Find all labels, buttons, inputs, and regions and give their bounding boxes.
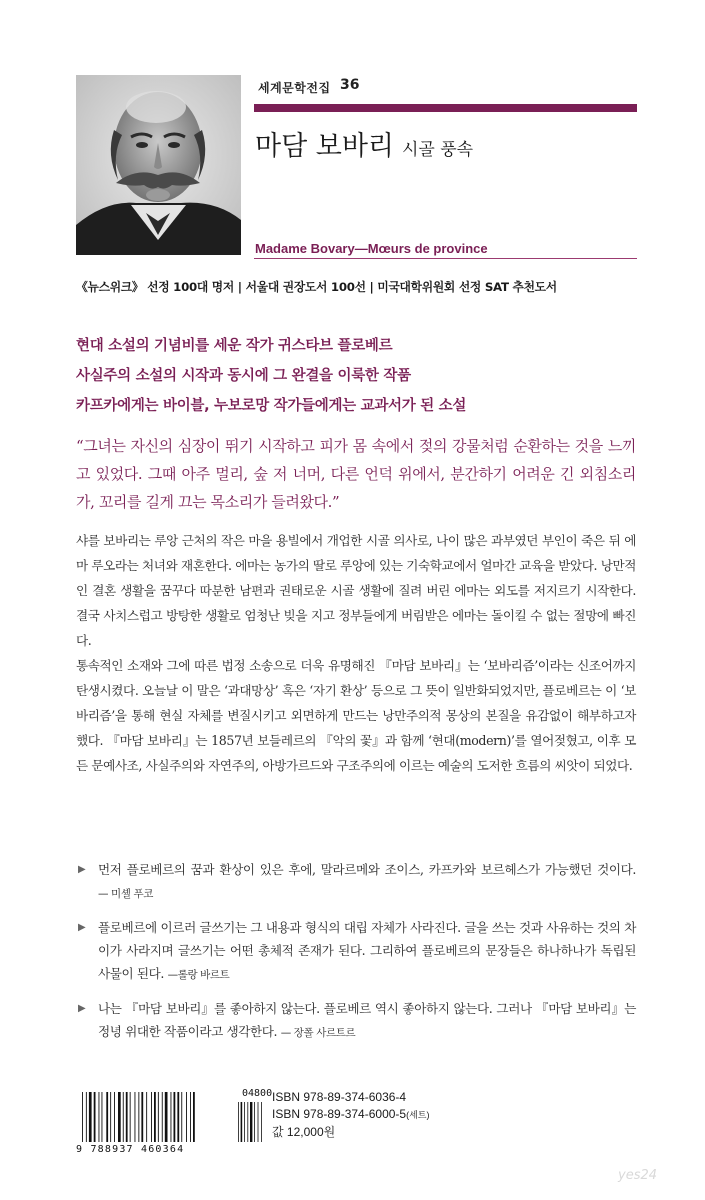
barcode-bar — [106, 1092, 108, 1142]
isbn-line: ISBN 978-89-374-6036-4 — [272, 1090, 407, 1104]
barcode-bar — [141, 1092, 143, 1142]
review-item — [76, 997, 636, 1045]
awards-line: 《뉴스위크》 선정 100대 명저 | 서울대 권장도서 100선 | 미국대학위원회 선정 SAT 추천도서 — [76, 280, 557, 294]
barcode-bar — [151, 1092, 152, 1142]
triangle-right-icon: ▶ — [78, 922, 86, 933]
watermark: yes24 — [618, 1168, 658, 1183]
barcode — [76, 1088, 273, 1156]
barcode-addon-bar — [258, 1102, 259, 1142]
review-list — [76, 858, 636, 1055]
highlight-item: 사실주의 소설의 시작과 동시에 그 완결을 이룩한 작품 — [76, 368, 411, 384]
barcode-bar — [135, 1092, 136, 1142]
barcode-bar — [190, 1092, 191, 1142]
portrait-image — [76, 75, 241, 255]
review-item — [76, 916, 636, 987]
barcode-bar — [171, 1092, 172, 1142]
author-portrait — [76, 75, 241, 255]
price: 값 12,000원 — [272, 1125, 336, 1139]
book-title-block — [255, 124, 473, 163]
triangle-right-icon: ▶ — [78, 1003, 86, 1014]
barcode-bar — [114, 1092, 115, 1142]
barcode-bar — [126, 1092, 128, 1142]
barcode-addon-bar — [261, 1102, 262, 1142]
divider — [254, 258, 637, 259]
barcode-bar — [186, 1092, 187, 1142]
review-author: — 장폴 사르트르 — [280, 1027, 356, 1039]
barcode-addon: 04800 — [242, 1088, 273, 1099]
review-author: — 미셸 푸코 — [98, 888, 153, 900]
barcode-bar — [118, 1092, 121, 1142]
barcode-bar — [138, 1092, 139, 1142]
barcode-bar — [162, 1092, 163, 1142]
barcode-addon-bar — [254, 1102, 255, 1142]
book-title: 마담 보바리 — [255, 131, 394, 162]
barcode-bar — [165, 1092, 168, 1142]
summary-paragraph: 샤를 보바리는 루앙 근처의 작은 마을 용빌에서 개업한 시골 의사로, 나이 많은 과부였던 부인이 죽은 뒤 에마 루오라는 처녀와 재혼한다. 에마는 농가의 딸로 루앙에 있는 기숙학교에서 얼마간 교육을 받았다. 낭만적인 결혼 생활을 꿈꾸다 따분한 남편과 권태로운 시골 생활에 질려 버린 에마는 외도를 저지르기 시작한다. 결국 사치스럽고 방탕한 생활로 엄청난 빚을 지고 정부들에게 버림받은 에마는 돌이킬 수 없는 절망에 빠진다. — [76, 533, 636, 648]
barcode-bar — [82, 1092, 83, 1142]
series-number: 36 — [340, 77, 360, 93]
barcode-digits: 9 788937 460364 — [76, 1144, 216, 1155]
book-quote: “그녀는 자신의 심장이 뛰기 시작하고 피가 몸 속에서 젖의 강물처럼 순환하는 것을 느끼고 있었다. 그때 아주 멀리, 숲 저 너머, 다른 언덕 위에서, 분간하기 어려운 긴 외침소리가, 꼬리를 길게 끄는 목소리가 들려왔다.” — [76, 437, 636, 511]
review-text: 나는 『마담 보바리』를 좋아하지 않는다. 플로베르 역시 좋아하지 않는다. 그러나 『마담 보바리』는 정녕 위대한 작품이라고 생각한다. — [98, 1001, 636, 1039]
triangle-right-icon: ▶ — [78, 864, 86, 875]
book-summary — [76, 528, 636, 778]
barcode-addon-bar — [250, 1102, 252, 1142]
summary-paragraph: 통속적인 소재와 그에 따른 법정 소송으로 더욱 유명해진 『마담 보바리』는 ‘보바리즘’이라는 신조어까지 탄생시켰다. 오늘날 이 말은 ‘과대망상’ 혹은 ‘자기 환상’ 등으로 그 뜻이 일반화되었지만, 플로베르는 이 ‘보바리즘’을 통해 현실 자체를 변질시키고 외면하게 만드는 낭만주의적 몽상의 본질을 유감없이 해부하고자 했다. 『마담 보바리』는 1857년 보들레르의 『악의 꽃』과 함께 ‘현대(modern)’를 열어젖혔고, 이후 모든 문예사조, 사실주의와 자연주의, 아방가르드와 구조주의에 이르는 예술의 도저한 흐름의 씨앗이 되었다. — [76, 658, 636, 773]
isbn-set-line — [272, 1106, 429, 1124]
highlight-item: 현대 소설의 기념비를 세운 작가 귀스타브 플로베르 — [76, 338, 393, 354]
book-subtitle: 시골 풍속 — [402, 140, 474, 160]
barcode-addon-bar — [238, 1102, 239, 1142]
barcode-bar — [154, 1092, 156, 1142]
review-author: —롤랑 바르트 — [167, 969, 230, 981]
review-item — [76, 858, 636, 906]
barcode-bar — [99, 1092, 100, 1142]
barcode-bar — [174, 1092, 176, 1142]
highlight-list — [76, 331, 466, 421]
barcode-bar — [102, 1092, 103, 1142]
barcode-addon-bar — [244, 1102, 245, 1142]
barcode-addon-bar — [247, 1102, 248, 1142]
barcode-bar — [177, 1092, 179, 1142]
barcode-addon-bar — [241, 1102, 243, 1142]
barcode-bar — [94, 1092, 96, 1142]
isbn-block — [272, 1089, 429, 1141]
isbn-line: ISBN 978-89-374-6000-5 — [272, 1107, 407, 1121]
isbn-set-label: (세트) — [406, 1110, 430, 1120]
barcode-bar — [123, 1092, 124, 1142]
accent-bar — [254, 104, 637, 112]
series-name: 세계문학전집 — [258, 81, 331, 95]
barcode-bar — [146, 1092, 147, 1142]
barcode-bar — [89, 1092, 92, 1142]
barcode-bar — [86, 1092, 87, 1142]
original-title: Madame Bovary—Mœurs de province — [255, 241, 488, 256]
barcode-bar — [130, 1092, 131, 1142]
highlight-item: 카프카에게는 바이블, 누보로망 작가들에게는 교과서가 된 소설 — [76, 398, 467, 414]
barcode-bar — [110, 1092, 111, 1142]
review-text: 먼저 플로베르의 꿈과 환상이 있은 후에, 말라르메와 조이스, 카프카와 보르헤스가 가능했던 것이다. — [98, 862, 636, 877]
barcode-bar — [193, 1092, 195, 1142]
barcode-bar — [181, 1092, 182, 1142]
review-text: 플로베르에 이르러 글쓰기는 그 내용과 형식의 대립 자체가 사라진다. 글을 쓰는 것과 사유하는 것의 차이가 사라지며 글쓰기는 어떤 총체적 존재가 된다. 그리하여 플로베르의 문장들은 하나하나가 독립된 사물이 된다. — [98, 920, 636, 981]
barcode-bar — [158, 1092, 159, 1142]
